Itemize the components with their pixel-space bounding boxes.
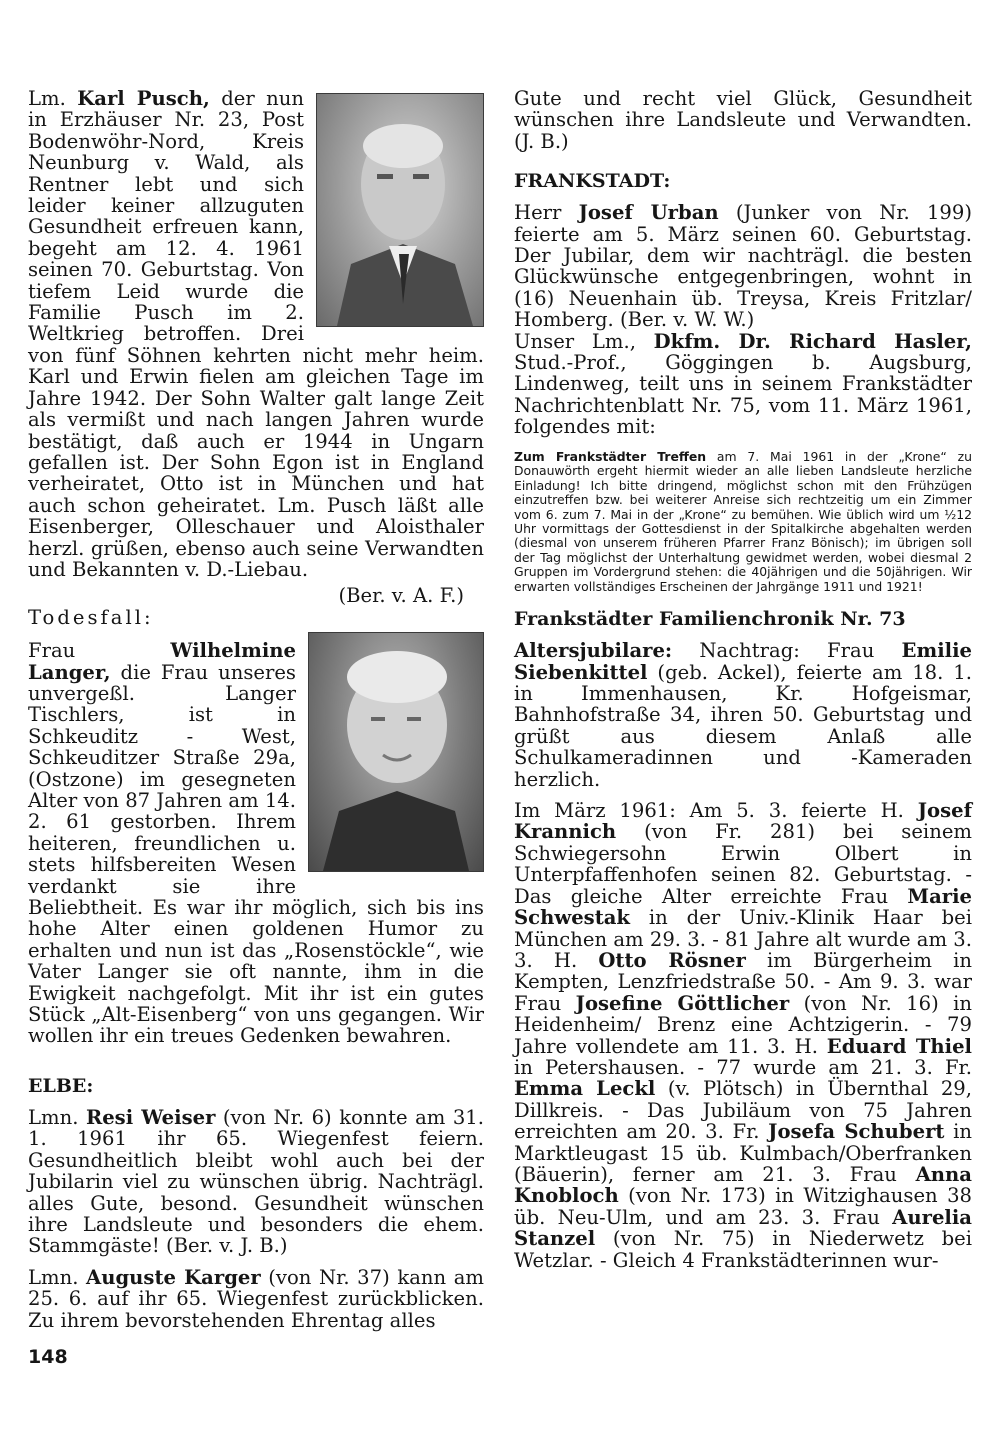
text-run: (Junker von Nr. 199) feierte am 5. März seinen 60. Geburtstag. Der Jubilar, dem wir nachträgl. die besten Glückwünsche entgegenbringen, wohnt in (16) Neuenhain üb. Treysa, Kreis Fritzlar/ Homberg. (Ber. v. W. W.) — [514, 201, 972, 332]
name-otto-roesner: Otto Rösner — [598, 948, 746, 972]
altersjubilare-article — [514, 640, 972, 790]
treffen-announcement — [514, 450, 972, 595]
name-josef-urban: Josef Urban — [578, 201, 719, 225]
maerz-article — [514, 800, 972, 1271]
hasler-article — [514, 331, 972, 438]
frankstadt-heading: FRANKSTADT: — [514, 170, 671, 193]
name-emilie-siebenkittel: Emilie Siebenkittel — [514, 639, 972, 684]
text-run: in Petershausen. - 77 wurde am 21. 3. Fr. — [514, 1055, 972, 1079]
pusch-reference: (Ber. v. A. F.) — [338, 584, 464, 608]
intro-continuation: Gute und recht viel Glück, Gesundheit wünschen ihre Landsleute und Verwandten. (J. B.) — [514, 87, 972, 153]
text-run: (v. Plötsch) in Übernthal 29, Dillkreis. - Das Jubiläum von 75 Jahren erreichten am 20. 3. Fr. — [514, 1077, 972, 1144]
text-run: Lm. — [28, 87, 78, 110]
text-run: in der Univ.-Klinik Haar bei München am 29. 3. - 81 Jahre alt wurde am 3. 3. H. — [514, 906, 972, 972]
text-run: Unser Lm., — [514, 329, 654, 353]
name-josef-krannich: Josef Krannich — [514, 799, 972, 844]
portrait-man-image — [317, 94, 483, 326]
name-richard-hasler: Dkfm. Dr. Richard Hasler, — [653, 329, 972, 353]
urban-article — [514, 202, 972, 330]
text-run: Im März 1961: Am 5. 3. feierte H. — [514, 799, 918, 823]
left-column — [28, 88, 484, 1331]
elbe-heading: ELBE: — [28, 1074, 94, 1097]
page-number: 148 — [28, 1346, 68, 1368]
text-run: Stud.-Prof., Göggingen b. Augsburg, Lindenweg, teilt uns in seinem Frankstädter Nachrichtenblatt Nr. 75, vom 11. März 1961, folgendes mit: — [514, 351, 972, 439]
text-run: (von Nr. 75) in Niederwetz bei Wetzlar. - Gleich 4 Frankstädterinnen wur- — [514, 1227, 972, 1272]
altersjubilare-label: Altersjubilare: — [514, 639, 673, 663]
text-run: Nachtrag: Frau — [672, 639, 902, 663]
text-run: am 7. Mai 1961 in der „Krone“ zu Donauwörth ergeht hiermit wieder an alle lieben Landsleute herzliche Einladung! Ich bitte dringend, möglichst schon mit den Frühzügen einzutreffen bzw. bei weiterer Anreise sich rechtzeitig um ein Zimmer vom 6. zum 7. Mai in der „Krone“ zu bemühen. Wie üblich wird um ½12 Uhr vormittags der Gottesdienst in der Spitalkirche abgehalten werden (diesmal von unserem früheren Pfarrer Franz Bönisch); im übrigen soll der Tag möglichst der Unterhaltung gewidmet werden, wobei diesmal 2 Gruppen im Vordergrund stehen: die 40jährigen und die 50jährigen. Wir erwarten vollständiges Erscheinen der Jahrgänge 1911 und 1921! — [514, 448, 972, 594]
portrait-wilhelmine-langer — [308, 632, 484, 872]
text-run: der nun in Erzhäuser Nr. 23, Post Bodenwöhr-Nord, Kreis Neunburg v. Wald, als Rentner lebt und sich leider keiner allzuguten Gesundheit erfreuen kann, begeht am 12. 4. 1961 seinen 70. Geburtstag. Von tiefem Leid wurde die Familie Pusch im 2. Weltkrieg betroffen. Drei von fünf Söhnen kehrten nicht mehr heim. Karl und Erwin fielen am gleichen Tage im Jahre 1942. Der Sohn Walter galt lange Zeit als vermißt und nach langen Jahren wurde bestätigt, daß auch er 1944 in Ungarn gefallen ist. Der Sohn Egon ist in England verheiratet, Otto ist in München und hat auch schon geheiratet. Lm. Pusch läßt alle Eisenberger, Olleschauer und Aloisthaler herzl. grüßen, ebenso auch seine Verwandten und Bekannten v. D.-Liebau. — [28, 87, 484, 581]
text-run: (von Nr. 173) in Witzighausen 38 üb. Neu-Ulm, und am 23. 3. Frau — [514, 1184, 972, 1229]
todesfall-heading: Todesfall: — [28, 605, 154, 629]
text-run: (von Fr. 281) bei seinem Schwiegersohn Erwin Olbert in Unterpfaffenhofen seinen 82. Geburtstag. - Das gleiche Alter erreichte Frau — [514, 820, 972, 908]
text-run: Lmn. — [28, 1265, 87, 1289]
text-run: (geb. Ackel), feierte am 18. 1. in Immenhausen, Kr. Hofgeismar, Bahnhofstraße 34, ihren 50. Geburtstag und grüßt aus diesem Anlaß alle Schulkameradinnen und -Kameraden herzlich. — [514, 660, 972, 791]
text-run: (von Nr. 6) konnte am 31. 1. 1961 ihr 65. Wiegenfest feiern. Gesundheitlich bleibt wohl auch bei der Jubilarin viel zu wünschen übrig. Nachträgl. alles Gute, besond. Gesundheit wünschen ihre Landsleute und besonders die ehem. Stammgäste! (Ber. v. J. B.) — [28, 1105, 484, 1258]
chronik-heading: Frankstädter Familienchronik Nr. 73 — [514, 608, 906, 631]
name-josefa-schubert: Josefa Schubert — [768, 1120, 945, 1144]
name-auguste-karger: Auguste Karger — [86, 1265, 261, 1289]
text-run: die Frau unseres unvergeßl. Langer Tischlers, ist in Schkeuditz - West, Schkeuditzer Straße 29a, (Ostzone) im gesegneten Alter von 87 Jahren am 14. 2. 61 gestorben. Ihrem heiteren, freundlichen u. stets hilfsbereiten Wesen verdankt sie ihre Beliebtheit. Es war ihr möglich, sich bis ins hohe Alter einen goldenen Humor zu erhalten und nun ist das „Rosenstöckle“, wie Vater Langer sie oft nannte, ihm in die Ewigkeit nachgefolgt. Mit ihr ist ein gutes Stück „Alt-Eisenberg“ von uns gegangen. Wir wollen ihr ein treues Gedenken bewahren. — [28, 660, 484, 1048]
name-aurelia-stanzel: Aurelia Stanzel — [514, 1205, 972, 1251]
karger-article — [28, 1267, 484, 1331]
text-run: in Marktleugast 15 üb. Kulmbach/Oberfranken (Bäuerin), ferner am 21. 3. Frau — [514, 1120, 972, 1186]
name-resi-weiser: Resi Weiser — [85, 1105, 216, 1129]
text-run: (von Nr. 16) in Heidenheim/ Brenz eine Achtzigerin. - 79 Jahre vollendete am 11. 3. H. — [514, 991, 972, 1058]
text-run: (von Nr. 37) kann am 25. 6. auf ihr 65. Wiegenfest zurückblicken. Zu ihrem bevorstehenden Ehrentag alles — [28, 1265, 484, 1332]
name-anna-knobloch: Anna Knobloch — [514, 1162, 972, 1208]
right-column — [514, 88, 972, 1271]
text-run: Frau — [28, 639, 171, 663]
name-josefine-goettlicher: Josefine Göttlicher — [575, 991, 790, 1015]
portrait-karl-pusch — [316, 93, 484, 327]
text-run: im Bürgerheim in Kempten, Lenzfriedstraße 50. - Am 9. 3. war Frau — [514, 948, 972, 1015]
name-wilhelmine-langer: Wilhelmine Langer, — [28, 639, 296, 684]
name-karl-pusch: Karl Pusch, — [77, 87, 210, 110]
name-emma-leckl: Emma Leckl — [514, 1077, 656, 1101]
text-run: Lmn. — [28, 1105, 86, 1129]
portrait-woman-image — [309, 633, 483, 871]
treffen-title: Zum Frankstädter Treffen — [514, 448, 707, 464]
name-eduard-thiel: Eduard Thiel — [826, 1034, 973, 1058]
name-marie-schwestak: Marie Schwestak — [514, 884, 972, 930]
weiser-article — [28, 1107, 484, 1257]
text-run: Herr — [514, 201, 579, 225]
